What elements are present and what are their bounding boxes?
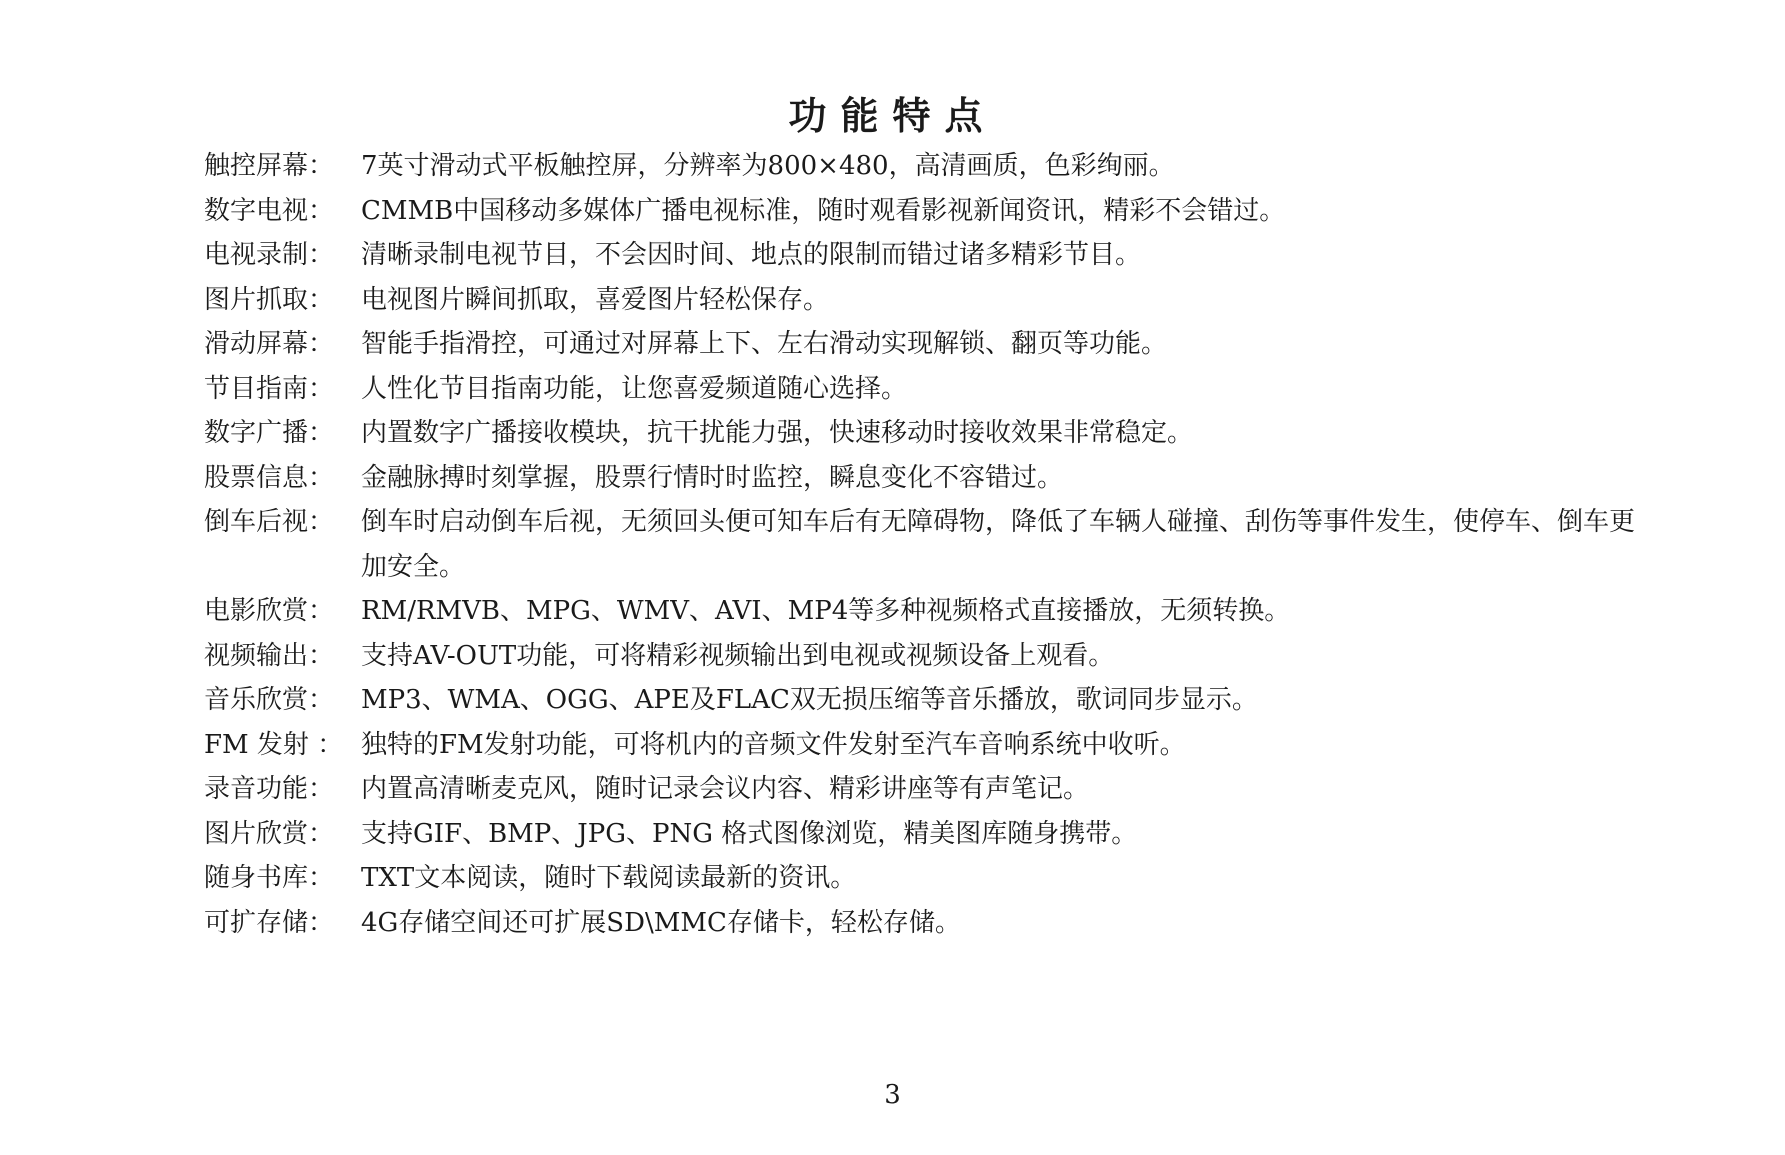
page-number: 3 bbox=[884, 1080, 901, 1110]
feature-label: 音乐欣赏： bbox=[204, 685, 335, 715]
feature-description: 人性化节目指南功能，让您喜爱频道随心选择。 bbox=[361, 373, 908, 404]
feature-item-music-playback bbox=[204, 678, 1644, 723]
feature-description: 独特的FM发射功能，可将机内的音频文件发射至汽车音响系统中收听。 bbox=[361, 729, 1186, 760]
feature-description: 倒车时启动倒车后视，无须回头便可知车后有无障碍物，降低了车辆人碰撞、刮伤等事件发生，使停车、倒车更加安全。 bbox=[361, 507, 1636, 582]
feature-label: 视频输出： bbox=[204, 640, 335, 671]
feature-item-tv-recording bbox=[204, 233, 1644, 278]
feature-item-rear-view bbox=[204, 500, 1644, 589]
feature-description: TXT文本阅读，随时下载阅读最新的资讯。 bbox=[361, 863, 857, 893]
feature-item-movie-playback bbox=[204, 589, 1644, 634]
feature-list bbox=[204, 144, 1644, 945]
feature-description: RM/RMVB、MPG、WMV、AVI、MP4等多种视频格式直接播放，无须转换。 bbox=[361, 596, 1291, 626]
feature-description: 清晰录制电视节目，不会因时间、地点的限制而错过诸多精彩节目。 bbox=[361, 240, 1142, 270]
feature-item-recording bbox=[204, 767, 1644, 812]
feature-item-ebook bbox=[204, 856, 1644, 901]
feature-description: 7英寸滑动式平板触控屏，分辨率为800×480，高清画质，色彩绚丽。 bbox=[361, 151, 1175, 181]
feature-item-photo-viewer bbox=[204, 812, 1644, 857]
feature-description: 支持GIF、BMP、JPG、PNG 格式图像浏览，精美图库随身携带。 bbox=[361, 818, 1138, 849]
feature-label: 滑动屏幕： bbox=[204, 329, 335, 359]
feature-item-expandable-storage bbox=[204, 901, 1644, 946]
feature-label: FM 发射 ： bbox=[204, 729, 344, 760]
feature-label: 节目指南： bbox=[204, 373, 335, 404]
feature-label: 倒车后视： bbox=[204, 507, 335, 537]
feature-item-digital-tv bbox=[204, 189, 1644, 234]
feature-label: 电影欣赏： bbox=[204, 596, 335, 626]
feature-description: 智能手指滑控，可通过对屏幕上下、左右滑动实现解锁、翻页等功能。 bbox=[361, 329, 1168, 359]
feature-label: 数字电视： bbox=[204, 195, 335, 226]
feature-description: 支持AV-OUT功能，可将精彩视频输出到电视或视频设备上观看。 bbox=[361, 640, 1115, 671]
feature-label: 数字广播： bbox=[204, 418, 335, 448]
feature-description: MP3、WMA、OGG、APE及FLAC双无损压缩等音乐播放，歌词同步显示。 bbox=[361, 685, 1258, 715]
feature-description: 金融脉搏时刻掌握，股票行情时时监控，瞬息变化不容错过。 bbox=[361, 462, 1064, 493]
feature-item-digital-radio bbox=[204, 411, 1644, 456]
feature-label: 触控屏幕： bbox=[204, 151, 335, 181]
feature-label: 股票信息： bbox=[204, 462, 335, 493]
feature-description: 4G存储空间还可扩展SD\MMC存储卡，轻松存储。 bbox=[361, 907, 961, 938]
feature-description: CMMB中国移动多媒体广播电视标准，随时观看影视新闻资讯，精彩不会错过。 bbox=[361, 195, 1286, 226]
feature-item-program-guide bbox=[204, 367, 1644, 412]
feature-item-video-output bbox=[204, 634, 1644, 679]
feature-description: 电视图片瞬间抓取，喜爱图片轻松保存。 bbox=[361, 284, 830, 315]
feature-item-stock-info bbox=[204, 456, 1644, 501]
feature-label: 随身书库： bbox=[204, 863, 335, 893]
feature-item-touchscreen bbox=[204, 144, 1644, 189]
feature-label: 可扩存储： bbox=[204, 907, 335, 938]
feature-label: 录音功能： bbox=[204, 774, 335, 804]
feature-item-fm-transmit bbox=[204, 723, 1644, 768]
feature-label: 电视录制： bbox=[204, 240, 335, 270]
feature-label: 图片欣赏： bbox=[204, 818, 335, 849]
feature-item-slide-screen bbox=[204, 322, 1644, 367]
feature-label: 图片抓取： bbox=[204, 284, 335, 315]
feature-description: 内置高清晰麦克风，随时记录会议内容、精彩讲座等有声笔记。 bbox=[361, 774, 1090, 804]
page-title: 功能特点 bbox=[788, 94, 997, 138]
feature-item-image-capture bbox=[204, 278, 1644, 323]
feature-description: 内置数字广播接收模块，抗干扰能力强，快速移动时接收效果非常稳定。 bbox=[361, 418, 1194, 448]
